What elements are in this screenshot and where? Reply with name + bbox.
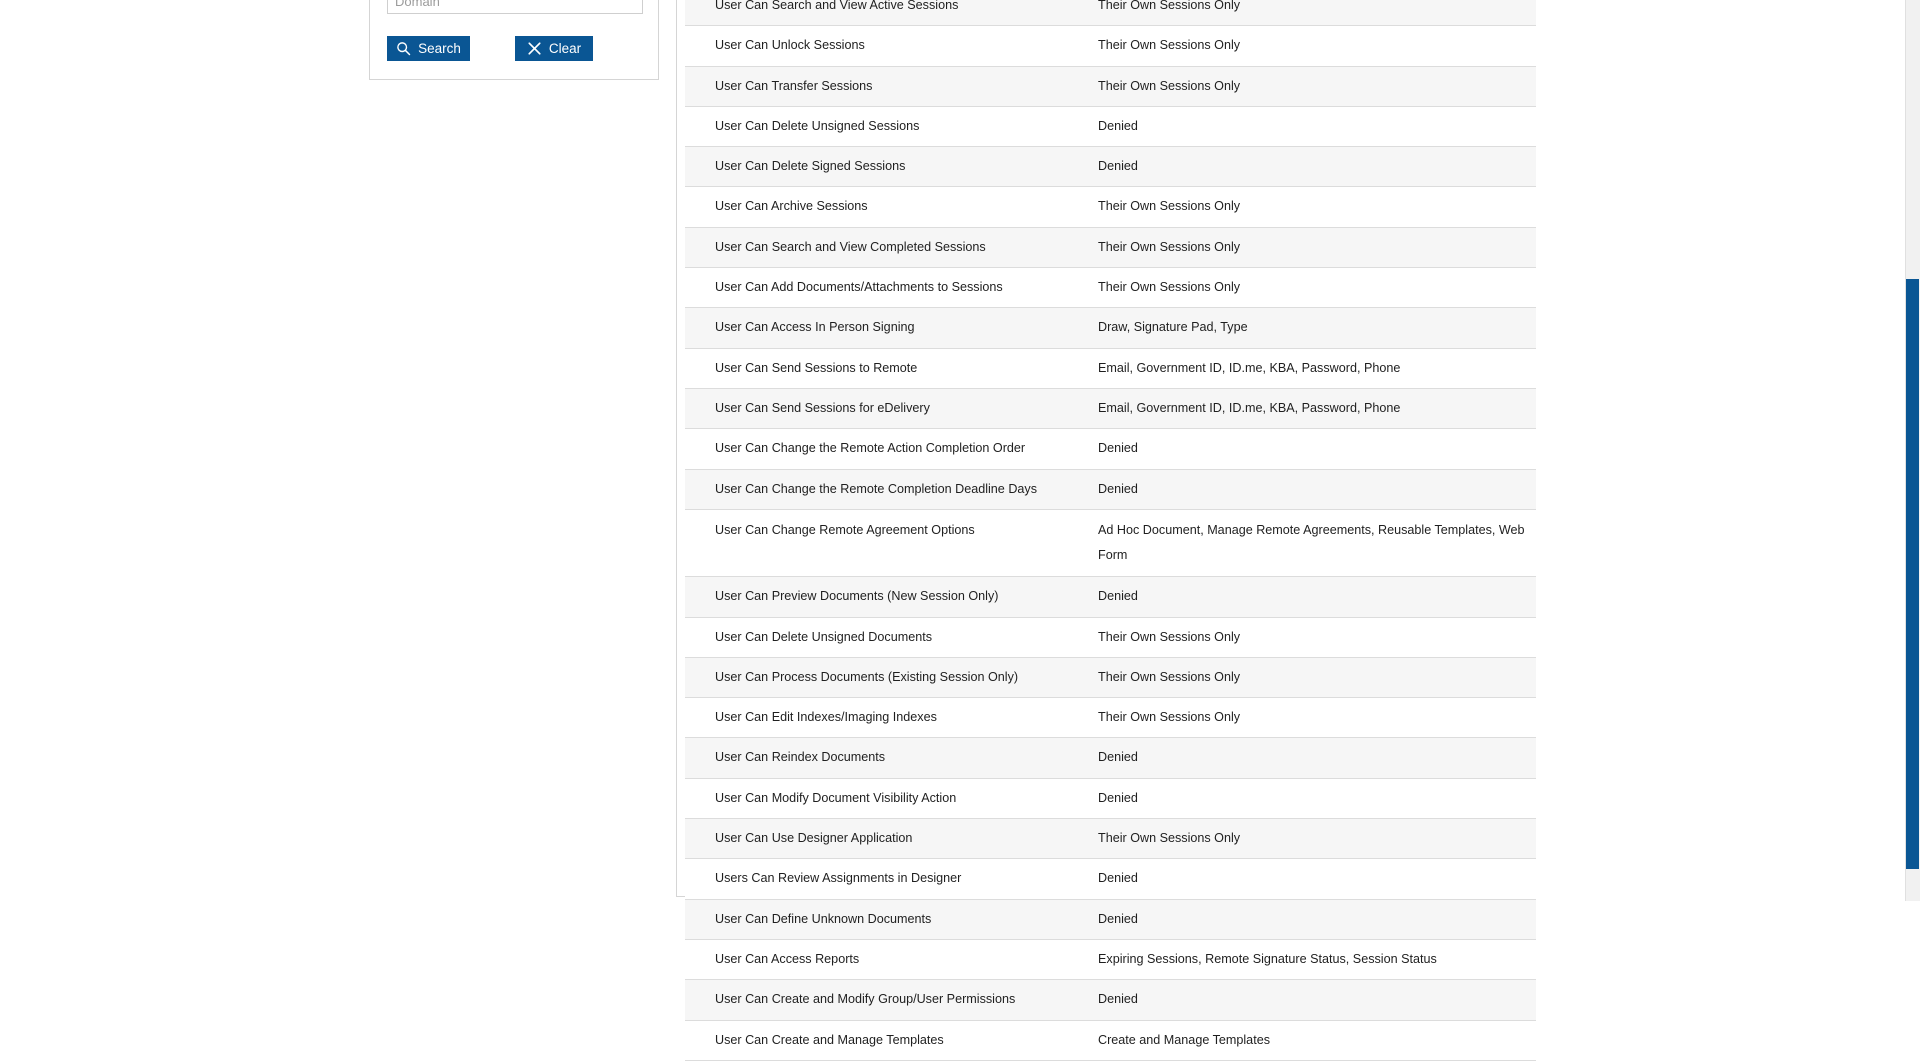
cell-access-level: Their Own Sessions Only <box>1093 819 1536 859</box>
cell-access-level: Denied <box>1093 577 1536 617</box>
clear-button-label: Clear <box>548 40 582 56</box>
cell-permission: User Can Unlock Sessions <box>685 26 1093 66</box>
cell-access-level: Ad Hoc Document, Manage Remote Agreements, Reusable Templates, Web Form <box>1093 509 1536 576</box>
cell-access-level: Email, Government ID, ID.me, KBA, Password, Phone <box>1093 348 1536 388</box>
cell-permission: User Can Send Sessions to Remote <box>685 348 1093 388</box>
cell-access-level: Denied <box>1093 778 1536 818</box>
cell-access-level: Denied <box>1093 899 1536 939</box>
cell-permission: User Can Define Unknown Documents <box>685 899 1093 939</box>
cell-permission: User Can Change the Remote Completion Deadline Days <box>685 469 1093 509</box>
table-row[interactable] <box>685 939 1536 979</box>
table-row[interactable] <box>685 147 1536 187</box>
table-row[interactable] <box>685 0 1536 26</box>
cell-access-level: Denied <box>1093 106 1536 146</box>
permissions-table <box>685 0 1536 1061</box>
cell-permission: User Can Search and View Completed Sessions <box>685 227 1093 267</box>
cell-permission: Users Can Review Assignments in Designer <box>685 859 1093 899</box>
search-actions <box>387 36 643 61</box>
table-row[interactable] <box>685 738 1536 778</box>
search-panel <box>369 0 659 80</box>
cell-permission: User Can Access Reports <box>685 939 1093 979</box>
cell-access-level: Denied <box>1093 147 1536 187</box>
page-scrollbar-thumb[interactable] <box>1906 279 1919 869</box>
cell-permission: User Can Change Remote Agreement Options <box>685 509 1093 576</box>
cell-permission: User Can Search and View Active Sessions <box>685 0 1093 26</box>
cell-permission: User Can Preview Documents (New Session Only) <box>685 577 1093 617</box>
search-button-label: Search <box>418 40 461 56</box>
clear-button[interactable] <box>515 36 593 61</box>
cell-permission: User Can Modify Document Visibility Action <box>685 778 1093 818</box>
cell-permission: User Can Create and Modify Group/User Permissions <box>685 980 1093 1020</box>
cell-access-level: Their Own Sessions Only <box>1093 187 1536 227</box>
table-row[interactable] <box>685 577 1536 617</box>
cell-access-level: Denied <box>1093 469 1536 509</box>
cell-access-level: Expiring Sessions, Remote Signature Status, Session Status <box>1093 939 1536 979</box>
table-row[interactable] <box>685 657 1536 697</box>
cell-access-level: Their Own Sessions Only <box>1093 26 1536 66</box>
cell-access-level: Draw, Signature Pad, Type <box>1093 308 1536 348</box>
table-row[interactable] <box>685 819 1536 859</box>
cell-access-level: Their Own Sessions Only <box>1093 268 1536 308</box>
table-row[interactable] <box>685 388 1536 428</box>
search-button[interactable] <box>387 36 470 61</box>
cell-permission: User Can Use Designer Application <box>685 819 1093 859</box>
table-row[interactable] <box>685 227 1536 267</box>
cell-access-level: Create and Manage Templates <box>1093 1020 1536 1060</box>
table-row[interactable] <box>685 469 1536 509</box>
table-row[interactable] <box>685 980 1536 1020</box>
table-row[interactable] <box>685 268 1536 308</box>
domain-field-wrap <box>387 0 643 14</box>
cell-permission: User Can Reindex Documents <box>685 738 1093 778</box>
close-x-icon <box>527 41 542 56</box>
cell-permission: User Can Edit Indexes/Imaging Indexes <box>685 698 1093 738</box>
table-row[interactable] <box>685 698 1536 738</box>
cell-permission: User Can Access In Person Signing <box>685 308 1093 348</box>
table-row[interactable] <box>685 429 1536 469</box>
cell-permission: User Can Create and Manage Templates <box>685 1020 1093 1060</box>
table-row[interactable] <box>685 26 1536 66</box>
table-row[interactable] <box>685 66 1536 106</box>
permissions-table-body <box>685 0 1536 1060</box>
cell-access-level: Denied <box>1093 429 1536 469</box>
table-row[interactable] <box>685 308 1536 348</box>
cell-access-level: Their Own Sessions Only <box>1093 657 1536 697</box>
cell-access-level: Their Own Sessions Only <box>1093 617 1536 657</box>
table-row[interactable] <box>685 859 1536 899</box>
cell-access-level: Denied <box>1093 980 1536 1020</box>
cell-access-level: Denied <box>1093 859 1536 899</box>
cell-permission: User Can Delete Unsigned Documents <box>685 617 1093 657</box>
cell-permission: User Can Process Documents (Existing Session Only) <box>685 657 1093 697</box>
cell-access-level: Their Own Sessions Only <box>1093 698 1536 738</box>
cell-access-level: Email, Government ID, ID.me, KBA, Password, Phone <box>1093 388 1536 428</box>
table-row[interactable] <box>685 509 1536 576</box>
table-row[interactable] <box>685 187 1536 227</box>
domain-input[interactable] <box>387 0 643 14</box>
cell-permission: User Can Add Documents/Attachments to Sessions <box>685 268 1093 308</box>
search-icon <box>396 41 411 56</box>
table-row[interactable] <box>685 617 1536 657</box>
cell-access-level: Their Own Sessions Only <box>1093 0 1536 26</box>
cell-permission: User Can Delete Unsigned Sessions <box>685 106 1093 146</box>
cell-permission: User Can Change the Remote Action Completion Order <box>685 429 1093 469</box>
cell-access-level: Their Own Sessions Only <box>1093 66 1536 106</box>
table-row[interactable] <box>685 106 1536 146</box>
table-row[interactable] <box>685 348 1536 388</box>
table-row[interactable] <box>685 1020 1536 1060</box>
table-row[interactable] <box>685 899 1536 939</box>
cell-permission: User Can Transfer Sessions <box>685 66 1093 106</box>
cell-access-level: Denied <box>1093 738 1536 778</box>
cell-permission: User Can Send Sessions for eDelivery <box>685 388 1093 428</box>
cell-permission: User Can Archive Sessions <box>685 187 1093 227</box>
permissions-panel <box>676 0 1530 1047</box>
table-row[interactable] <box>685 778 1536 818</box>
cell-permission: User Can Delete Signed Sessions <box>685 147 1093 187</box>
cell-access-level: Their Own Sessions Only <box>1093 227 1536 267</box>
page-scrollbar-track[interactable] <box>1905 0 1920 901</box>
